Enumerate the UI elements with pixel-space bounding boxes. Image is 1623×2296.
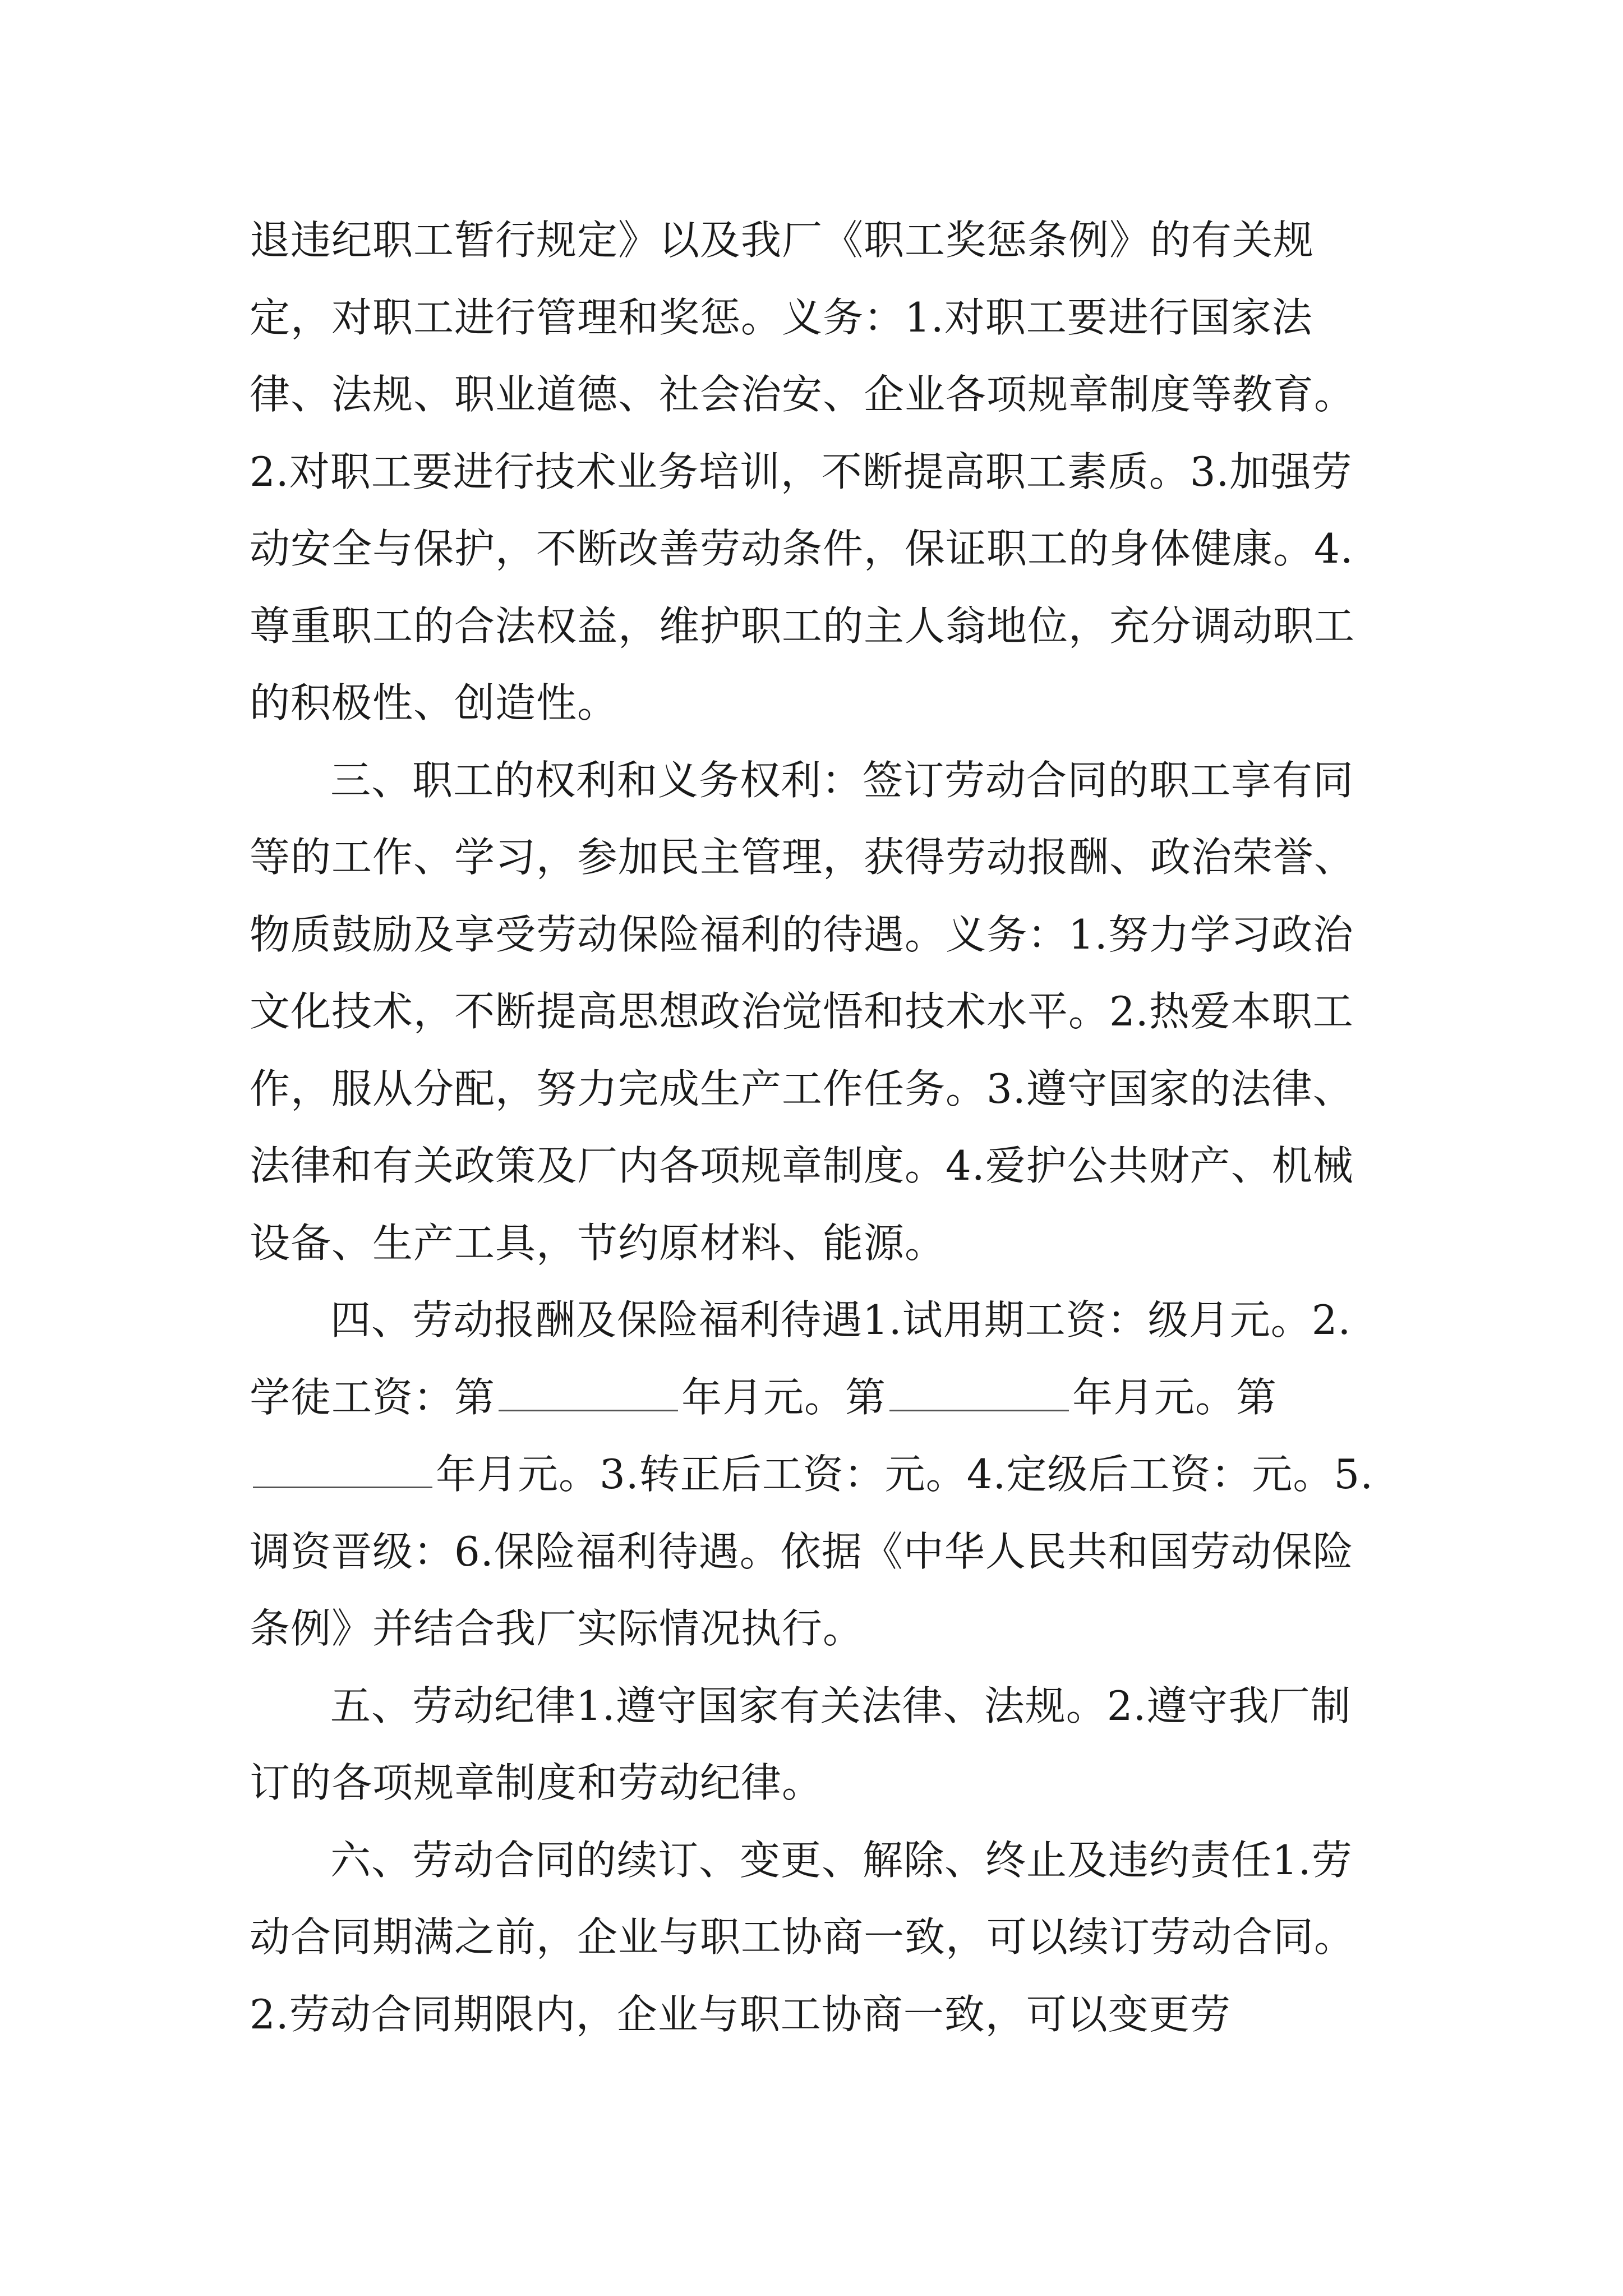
fill-in-blank [253,1453,432,1488]
paragraph [250,1822,1377,2054]
paragraph-text: 年月元。3.转正后工资：元。4.定级后工资：元。5.调资晋级：6.保险福利待遇。依据《中华人民共和国劳动保险条例》并结合我厂实际情况执行。 [250,1451,1374,1652]
fill-in-blank [499,1376,678,1411]
paragraph [250,202,1377,742]
paragraph-text: 四、劳动报酬及保险福利待遇1.试用期工资：级月元。2.学徒工资：第 [250,1296,1352,1421]
paragraph-text: 五、劳动纪律1.遵守国家有关法律、法规。2.遵守我厂制订的各项规章制度和劳动纪律。 [250,1682,1352,1806]
paragraph-text: 三、职工的权利和义务权利：签订劳动合同的职工享有同等的工作、学习，参加民主管理，获得劳动报酬、政治荣誉、物质鼓励及享受劳动保险福利的待遇。义务：1.努力学习政治文化技术，不断提高思想政治觉悟和技术水平。2.热爱本职工作，服从分配，努力完成生产工作任务。3.遵守国家的法律、法律和有关政策及厂内各项规章制度。4.爱护公共财产、机械设备、生产工具，节约原材料、能源。 [250,756,1355,1267]
paragraph-text: 退违纪职工暂行规定》以及我厂《职工奖惩条例》的有关规定，对职工进行管理和奖惩。义务：1.对职工要进行国家法律、法规、职业道德、社会治安、企业各项规章制度等教育。2.对职工要进行技术业务培训，不断提高职工素质。3.加强劳动安全与保护，不断改善劳动条件，保证职工的身体健康。4.尊重职工的合法权益，维护职工的主人翁地位，充分调动职工的积极性、创造性。 [250,217,1355,726]
paragraph [250,1668,1377,1822]
document-body [250,202,1377,2053]
paragraph-text: 六、劳动合同的续订、变更、解除、终止及违约责任1.劳动合同期满之前，企业与职工协商一致，可以续订劳动合同。2.劳动合同期限内，企业与职工协商一致，可以变更劳 [250,1836,1355,2038]
paragraph [250,1282,1377,1668]
paragraph-text: 年月元。第 [1072,1373,1278,1421]
paragraph [250,742,1377,1282]
paragraph-text: 年月元。第 [681,1373,887,1421]
fill-in-blank [889,1376,1069,1411]
